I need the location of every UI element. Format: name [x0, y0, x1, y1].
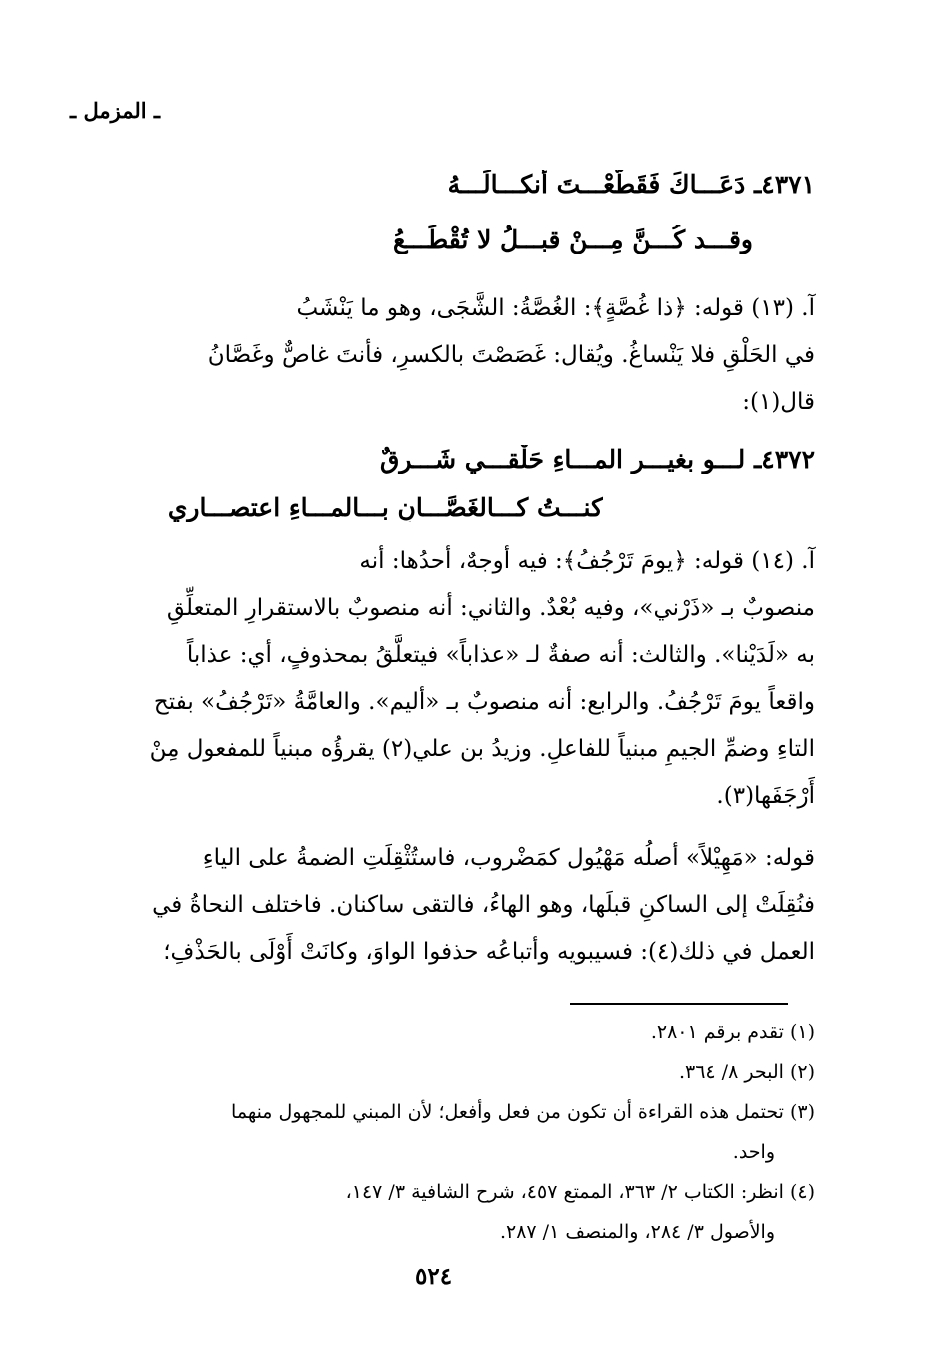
paragraph-line: آ. (١٤) قوله: ﴿يومَ تَرْجُفُ﴾: فيه أوجهٌ، أحدُها: أنه: [359, 548, 815, 574]
paragraph-mahil: [88, 835, 815, 976]
footnote-4-cont: والأصول ٣/ ٢٨٤، والمنصف ١/ ٢٨٧.: [499, 1221, 775, 1243]
paragraph-line: في الحَلْقِ فلا يَنْساغُ. ويُقال: غَصَصْتَ بالكسرِ، فأنتَ غاصٌّ وغَصَّانُ: [207, 342, 815, 368]
footnote-1: (١) تقدم برقم ٢٨٠١.: [650, 1021, 815, 1043]
verse-4372-line1: ٤٣٧٢ـ لـــو بغيـــرِ المـــاءِ حَلْقـــي شَـــرِقٌ: [379, 445, 815, 474]
paragraph-line: واقعاً يومَ تَرْجُفُ. والرابع: أنه منصوبٌ بـ «أليم». والعامَّةُ «تَرْجُفُ» بفتح: [153, 689, 815, 715]
paragraph-13: [88, 285, 815, 426]
running-header: ـ المزمل ـ: [70, 98, 161, 123]
footnote-3-cont: واحد.: [732, 1141, 775, 1163]
footnotes: [85, 1012, 815, 1252]
paragraph-line: العمل في ذلك(٤): فسيبويه وأتباعُه حذفوا الواوَ، وكانَتْ أَوْلَى بالحَذْفِ؛: [163, 939, 815, 965]
paragraph-line: أَرْجَفَها(٣).: [716, 783, 815, 809]
paragraph-line: فنُقِلَتْ إلى الساكنِ قبلَها، وهو الهاءُ، فالتقى ساكنان. فاختلف النحاةُ في: [152, 892, 815, 918]
paragraph-line: التاءِ وضمِّ الجيمِ مبنياً للفاعلِ. وزيدُ بن علي(٢) يقرؤُه مبنياً للمفعول مِنْ: [149, 736, 815, 762]
verse-4371-line2: وقـــد كُـــنَّ مِـــنْ قبـــلُ لا تُقْطَـــعُ: [393, 225, 753, 254]
paragraph-line: به «لَدَيْنا». والثالث: أنه صفةٌ لـ «عذاباً» فيتعلَّقُ بمحذوفٍ، أي: عذاباً: [186, 642, 815, 668]
verse-4372-line2: كنـــتُ كـــالغَصَّـــانِ بـــالمـــاءِ اعتصـــاري: [167, 493, 603, 522]
footnote-3: (٣) تحتمل هذه القراءة أن تكون من فعل وأفعل؛ لأن المبني للمجهول منهما: [231, 1101, 815, 1123]
paragraph-line: قال(١):: [742, 389, 815, 415]
footnote-4: (٤) انظر: الكتاب ٢/ ٣٦٣، الممتع ٤٥٧، شرح الشافية ٣/ ١٤٧،: [345, 1181, 815, 1203]
footnote-separator: [570, 1003, 788, 1005]
paragraph-line: منصوبٌ بـ «ذَرْني»، وفيه بُعْدٌ. والثاني: أنه منصوبٌ بالاستقرارِ المتعلِّقِ: [166, 595, 815, 621]
paragraph-line: قوله: «مَهِيْلاً» أصلُه مَهْيُول كمَضْروب، فاستُثْقِلَتِ الضمةُ على الياءِ: [202, 845, 815, 871]
footnote-2: (٢) البحر ٨/ ٣٦٤.: [678, 1061, 815, 1083]
page-number: ٥٢٤: [415, 1263, 453, 1290]
paragraph-14: [88, 538, 815, 820]
verse-4371-line1: ٤٣٧١ـ دَعَـــاكَ فَقَطَّعْـــتَ أنكـــالَـــهُ: [447, 170, 815, 199]
paragraph-line: آ. (١٣) قوله: ﴿ذا غُصَّةٍ﴾: الغُصَّةُ: الشَّجَى، وهو ما يَنْشَبُ: [296, 295, 815, 321]
